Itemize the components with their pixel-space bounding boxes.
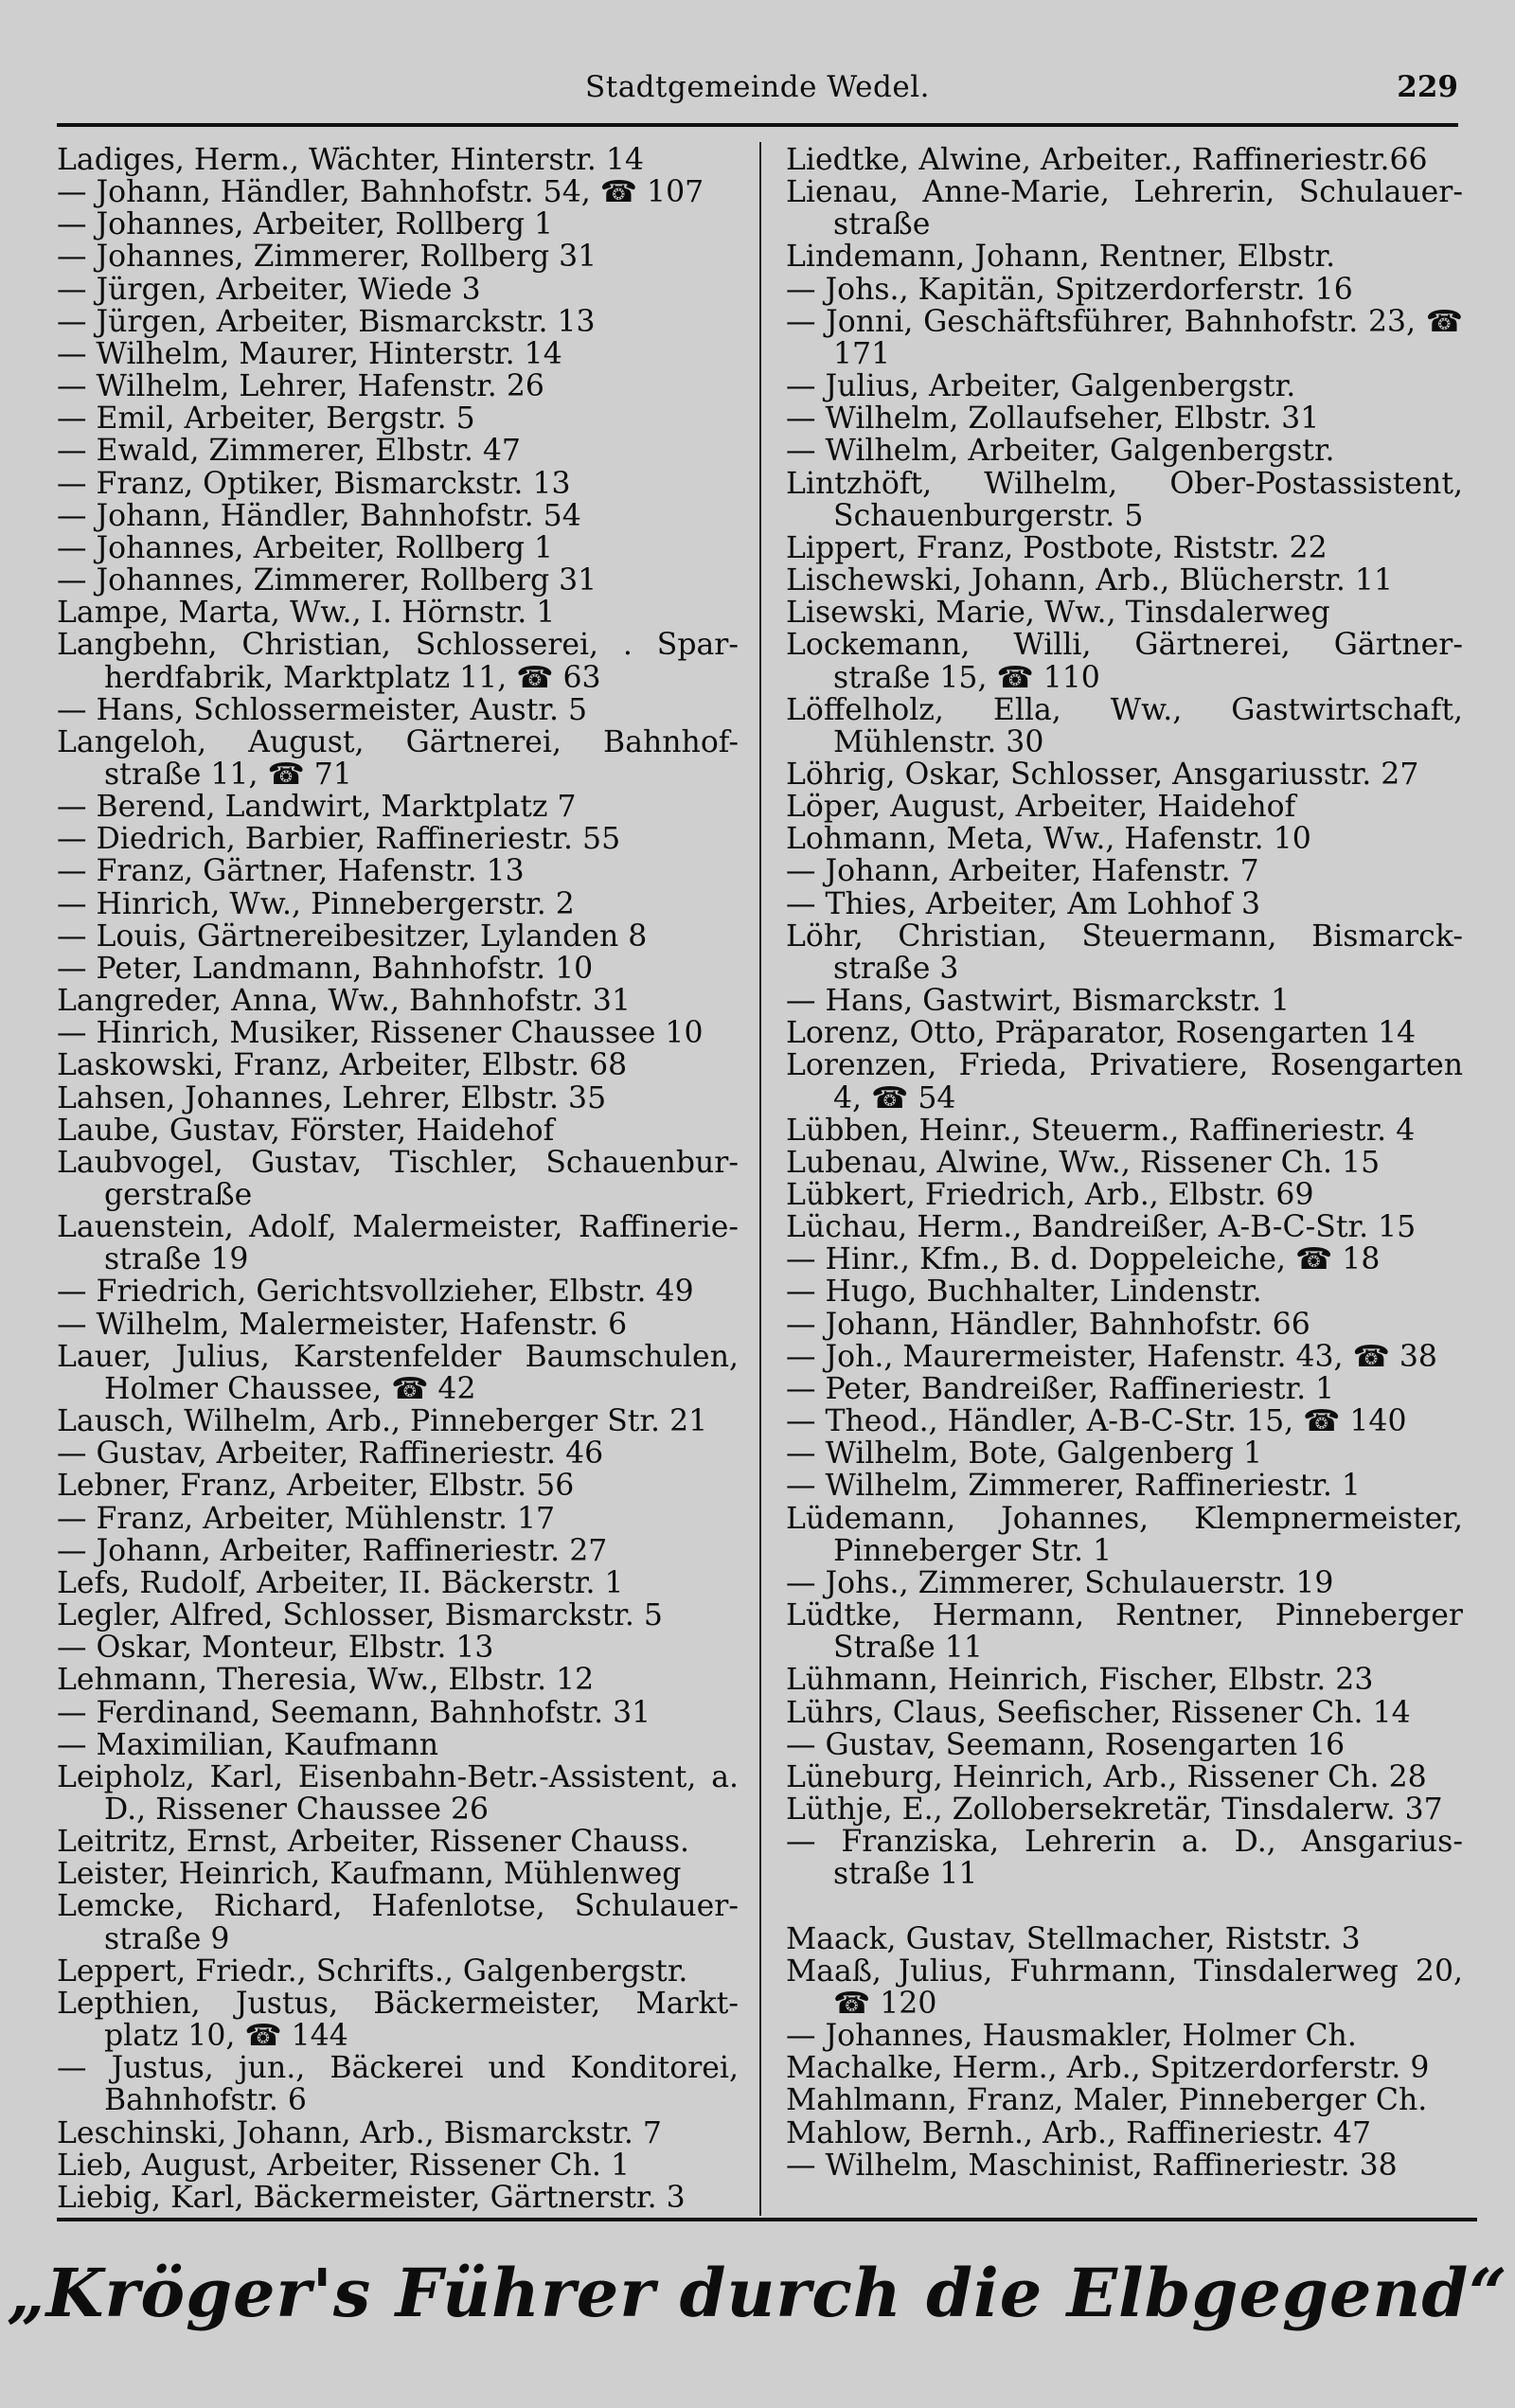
directory-entry: Lührs, Claus, Seefischer, Rissener Ch. 14 bbox=[786, 1695, 1411, 1730]
directory-entry: — Julius, Arbeiter, Galgenbergstr. bbox=[786, 369, 1296, 404]
directory-entry: Lüdtke, Hermann, Rentner, Pinneberger Straße 11 bbox=[786, 1598, 1463, 1666]
directory-entry: Leppert, Friedr., Schrifts., Galgenbergstr. bbox=[57, 1953, 688, 1989]
directory-entry: — Emil, Arbeiter, Bergstr. 5 bbox=[57, 401, 475, 437]
directory-entry: Lühmann, Heinrich, Fischer, Elbstr. 23 bbox=[786, 1663, 1374, 1698]
directory-entry: Leschinski, Johann, Arb., Bismarckstr. 7 bbox=[57, 2115, 662, 2150]
directory-entry: Lauenstein, Adolf, Malermeister, Raffinerie- straße 19 bbox=[57, 1210, 739, 1277]
directory-entry: Laube, Gustav, Förster, Haidehof bbox=[57, 1113, 555, 1148]
directory-entry: — Wilhelm, Arbeiter, Galgenbergstr. bbox=[786, 434, 1335, 469]
directory-entry: — Franz, Gärtner, Hafenstr. 13 bbox=[57, 854, 525, 889]
directory-entry: — Franziska, Lehrerin a. D., Ansgarius- straße 11 bbox=[786, 1825, 1463, 1892]
directory-entry: Langreder, Anna, Ww., Bahnhofstr. 31 bbox=[57, 984, 631, 1019]
directory-entry: Lübkert, Friedrich, Arb., Elbstr. 69 bbox=[786, 1178, 1314, 1212]
page-number: 229 bbox=[1397, 70, 1458, 104]
directory-entry: — Gustav, Arbeiter, Raffineriestr. 46 bbox=[57, 1436, 604, 1472]
directory-entry: Maack, Gustav, Stellmacher, Riststr. 3 bbox=[786, 1921, 1361, 1956]
directory-entry: Lebner, Franz, Arbeiter, Elbstr. 56 bbox=[57, 1469, 575, 1504]
directory-entry: Leipholz, Karl, Eisenbahn-Betr.-Assistent, a. D., Rissener Chaussee 26 bbox=[57, 1759, 739, 1827]
page-header bbox=[57, 66, 1458, 127]
directory-entry: Leister, Heinrich, Kaufmann, Mühlenweg bbox=[57, 1857, 682, 1892]
directory-entry: Liebig, Karl, Bäckermeister, Gärtnerstr. 3 bbox=[57, 2180, 686, 2215]
directory-entry: Lauer, Julius, Karstenfelder Baumschulen, Holmer Chaussee, ☎ 42 bbox=[57, 1339, 739, 1406]
directory-entry: — Berend, Landwirt, Marktplatz 7 bbox=[57, 790, 577, 825]
directory-entry: — Louis, Gärtnereibesitzer, Lylanden 8 bbox=[57, 919, 648, 954]
directory-entry: — Wilhelm, Maurer, Hinterstr. 14 bbox=[57, 336, 562, 371]
directory-entry: Löhr, Christian, Steuermann, Bismarck- straße 3 bbox=[786, 919, 1463, 986]
directory-entry: Lüthje, E., Zollobersekretär, Tinsdalerw. 37 bbox=[786, 1792, 1443, 1827]
directory-entry: Lüneburg, Heinrich, Arb., Rissener Ch. 28 bbox=[786, 1759, 1427, 1794]
directory-entry: — Jürgen, Arbeiter, Bismarckstr. 13 bbox=[57, 304, 596, 339]
directory-entry: Lorenz, Otto, Präparator, Rosengarten 14 bbox=[786, 1016, 1417, 1051]
directory-entry: — Wilhelm, Lehrer, Hafenstr. 26 bbox=[57, 369, 544, 404]
directory-entry: — Johann, Händler, Bahnhofstr. 54, ☎ 107 bbox=[57, 175, 704, 210]
directory-entry: Mahlmann, Franz, Maler, Pinneberger Ch. bbox=[786, 2083, 1428, 2118]
footer-motto: „Kröger's Führer durch die Elbgegend“ bbox=[7, 2254, 1508, 2332]
directory-entry: Lemcke, Richard, Hafenlotse, Schulauer- straße 9 bbox=[57, 1889, 739, 1956]
directory-entry: — Hinrich, Musiker, Rissener Chaussee 10 bbox=[57, 1016, 704, 1051]
directory-entry: — Jürgen, Arbeiter, Wiede 3 bbox=[57, 272, 481, 307]
directory-entry: — Johannes, Arbeiter, Rollberg 1 bbox=[57, 207, 554, 242]
directory-entry: Löffelholz, Ella, Ww., Gastwirtschaft, Mühlenstr. 30 bbox=[786, 692, 1463, 759]
directory-entry: — Franz, Arbeiter, Mühlenstr. 17 bbox=[57, 1501, 556, 1536]
directory-entry: — Friedrich, Gerichtsvollzieher, Elbstr. 49 bbox=[57, 1275, 694, 1310]
directory-entry: Langbehn, Christian, Schlosserei, . Spar- herdfabrik, Marktplatz 11, ☎ 63 bbox=[57, 628, 739, 695]
directory-entry: Lintzhöft, Wilhelm, Ober-Postassistent, Schauenburgerstr. 5 bbox=[786, 466, 1463, 533]
directory-entry: — Ewald, Zimmerer, Elbstr. 47 bbox=[57, 434, 521, 469]
directory-entry: Lippert, Franz, Postbote, Riststr. 22 bbox=[786, 530, 1328, 565]
directory-entry: Lefs, Rudolf, Arbeiter, II. Bäckerstr. 1 bbox=[57, 1565, 624, 1600]
section-gap bbox=[786, 1890, 1463, 1922]
directory-entry: Laubvogel, Gustav, Tischler, Schauenbur- gerstraße bbox=[57, 1145, 739, 1212]
directory-entry: — Jonni, Geschäftsführer, Bahnhofstr. 23, ☎ 171 bbox=[786, 304, 1463, 371]
directory-entry: Maaß, Julius, Fuhrmann, Tinsdalerweg 20, ☎ 120 bbox=[786, 1953, 1463, 2021]
directory-entry: — Johann, Händler, Bahnhofstr. 66 bbox=[786, 1307, 1310, 1342]
running-title: Stadtgemeinde Wedel. bbox=[585, 70, 930, 104]
directory-entry: Langeloh, August, Gärtnerei, Bahnhof- straße 11, ☎ 71 bbox=[57, 724, 739, 792]
directory-entry: Lepthien, Justus, Bäckermeister, Markt- platz 10, ☎ 144 bbox=[57, 1986, 739, 2054]
directory-entry: Lorenzen, Frieda, Privatiere, Rosengarten 4, ☎ 54 bbox=[786, 1048, 1463, 1115]
directory-entry: — Peter, Bandreißer, Raffineriestr. 1 bbox=[786, 1371, 1335, 1406]
directory-entry: — Peter, Landmann, Bahnhofstr. 10 bbox=[57, 951, 594, 986]
column-divider bbox=[759, 142, 761, 2216]
directory-entry: — Gustav, Seemann, Rosengarten 16 bbox=[786, 1727, 1346, 1762]
directory-entry: — Theod., Händler, A-B-C-Str. 15, ☎ 140 bbox=[786, 1404, 1407, 1439]
directory-entry: Lüdemann, Johannes, Klempnermeister, Pinneberger Str. 1 bbox=[786, 1501, 1463, 1568]
directory-entry: Lienau, Anne-Marie, Lehrerin, Schulauer- straße bbox=[786, 175, 1463, 242]
directory-entry: — Hinrich, Ww., Pinnebergerstr. 2 bbox=[57, 886, 575, 921]
directory-entry: Lohmann, Meta, Ww., Hafenstr. 10 bbox=[786, 822, 1311, 857]
directory-entry: — Johannes, Zimmerer, Rollberg 31 bbox=[57, 240, 597, 275]
directory-entry: — Oskar, Monteur, Elbstr. 13 bbox=[57, 1631, 494, 1666]
directory-entry: — Wilhelm, Zollaufseher, Elbstr. 31 bbox=[786, 401, 1320, 437]
directory-entry: Lahsen, Johannes, Lehrer, Elbstr. 35 bbox=[57, 1080, 607, 1115]
directory-entry: — Johann, Arbeiter, Hafenstr. 7 bbox=[786, 854, 1259, 889]
directory-entry: — Johs., Zimmerer, Schulauerstr. 19 bbox=[786, 1565, 1334, 1600]
directory-entry: — Wilhelm, Zimmerer, Raffineriestr. 1 bbox=[786, 1469, 1361, 1504]
directory-entry: — Johannes, Arbeiter, Rollberg 1 bbox=[57, 530, 554, 565]
directory-entry: — Wilhelm, Bote, Galgenberg 1 bbox=[786, 1436, 1263, 1472]
directory-entry: Lischewski, Johann, Arb., Blücherstr. 11 bbox=[786, 563, 1393, 598]
directory-entry: Lehmann, Theresia, Ww., Elbstr. 12 bbox=[57, 1663, 595, 1698]
directory-entry: Lampe, Marta, Ww., I. Hörnstr. 1 bbox=[57, 596, 556, 631]
directory-entry: — Johannes, Hausmakler, Holmer Ch. bbox=[786, 2019, 1357, 2054]
directory-entry: Laskowski, Franz, Arbeiter, Elbstr. 68 bbox=[57, 1048, 628, 1083]
directory-entry: — Johannes, Zimmerer, Rollberg 31 bbox=[57, 563, 597, 598]
directory-entry: Lübben, Heinr., Steuerm., Raffineriestr. 4 bbox=[786, 1113, 1416, 1148]
directory-entry: — Wilhelm, Malermeister, Hafenstr. 6 bbox=[57, 1307, 628, 1342]
directory-entry: Lausch, Wilhelm, Arb., Pinneberger Str. 21 bbox=[57, 1404, 708, 1439]
directory-entry: — Hans, Gastwirt, Bismarckstr. 1 bbox=[786, 984, 1291, 1019]
directory-entry: — Ferdinand, Seemann, Bahnhofstr. 31 bbox=[57, 1695, 651, 1730]
directory-entry: — Johann, Arbeiter, Raffineriestr. 27 bbox=[57, 1533, 608, 1568]
directory-entry: Mahlow, Bernh., Arb., Raffineriestr. 47 bbox=[786, 2115, 1371, 2150]
directory-entry: Lieb, August, Arbeiter, Rissener Ch. 1 bbox=[57, 2148, 630, 2183]
directory-entry: — Hinr., Kfm., B. d. Doppeleiche, ☎ 18 bbox=[786, 1242, 1381, 1277]
directory-entry: Lüchau, Herm., Bandreißer, A-B-C-Str. 15 bbox=[786, 1210, 1417, 1245]
directory-entry: Löhrig, Oskar, Schlosser, Ansgariusstr. 27 bbox=[786, 757, 1419, 792]
left-column bbox=[57, 144, 739, 2213]
directory-entry: Lubenau, Alwine, Ww., Rissener Ch. 15 bbox=[786, 1145, 1381, 1180]
directory-entry: — Thies, Arbeiter, Am Lohhof 3 bbox=[786, 886, 1261, 921]
directory-entry: Leitritz, Ernst, Arbeiter, Rissener Chauss. bbox=[57, 1825, 690, 1860]
directory-entry: Machalke, Herm., Arb., Spitzerdorferstr. 9 bbox=[786, 2051, 1430, 2086]
directory-entry: — Hans, Schlossermeister, Austr. 5 bbox=[57, 692, 588, 727]
directory-entry: — Diedrich, Barbier, Raffineriestr. 55 bbox=[57, 822, 621, 857]
directory-entry: — Franz, Optiker, Bismarckstr. 13 bbox=[57, 466, 571, 501]
directory-entry: — Hugo, Buchhalter, Lindenstr. bbox=[786, 1275, 1262, 1310]
directory-entry: Lockemann, Willi, Gärtnerei, Gärtner- straße 15, ☎ 110 bbox=[786, 628, 1463, 695]
directory-entry: Lisewski, Marie, Ww., Tinsdalerweg bbox=[786, 596, 1330, 631]
directory-entry: — Wilhelm, Maschinist, Raffineriestr. 38 bbox=[786, 2148, 1398, 2183]
directory-entry: Löper, August, Arbeiter, Haidehof bbox=[786, 790, 1296, 825]
right-column bbox=[786, 144, 1463, 2213]
directory-entry: — Maximilian, Kaufmann bbox=[57, 1727, 439, 1762]
directory-entry: — Joh., Maurermeister, Hafenstr. 43, ☎ 38 bbox=[786, 1339, 1437, 1374]
directory-entry: — Johann, Händler, Bahnhofstr. 54 bbox=[57, 498, 581, 533]
directory-entry: — Johs., Kapitän, Spitzerdorferstr. 16 bbox=[786, 272, 1353, 307]
footer-rule bbox=[57, 2218, 1477, 2221]
directory-entry: — Justus, jun., Bäckerei und Konditorei, Bahnhofstr. 6 bbox=[57, 2051, 739, 2118]
directory-entry: Lindemann, Johann, Rentner, Elbstr. bbox=[786, 240, 1336, 275]
directory-entry: Legler, Alfred, Schlosser, Bismarckstr. 5 bbox=[57, 1598, 663, 1633]
directory-entry: Ladiges, Herm., Wächter, Hinterstr. 14 bbox=[57, 143, 645, 177]
directory-entry: Liedtke, Alwine, Arbeiter., Raffineriestr.66 bbox=[786, 143, 1428, 177]
